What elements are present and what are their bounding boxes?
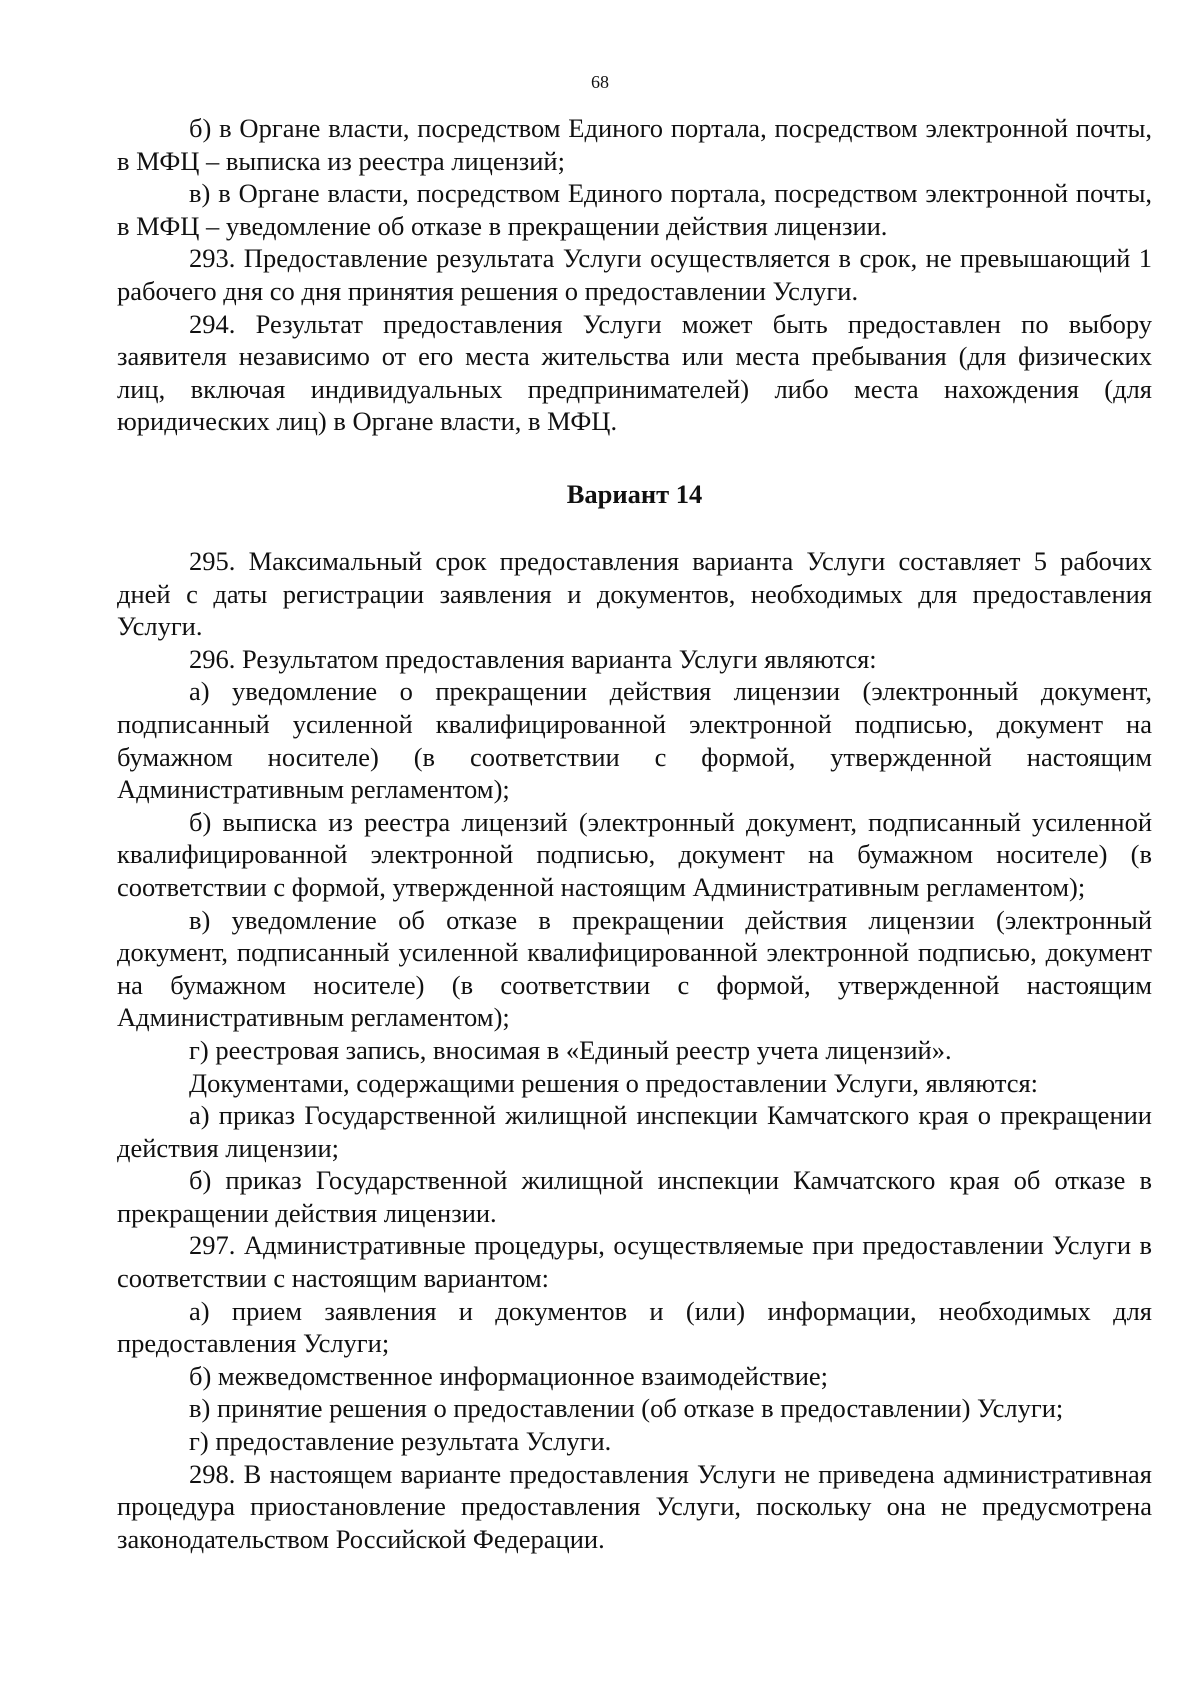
paragraph: г) реестровая запись, вносимая в «Единый реестр учета лицензий». [189,1034,952,1065]
paragraph: в) уведомление об отказе в прекращении действия лицензии (электронный документ, подписанный усиленной квалифицированной электронной подписью, документ на бумажном носителе) (в соответствии с формой, утвержденной настоящим Административным регламентом); [117,904,1152,1033]
section-after-heading [117,545,1152,1555]
paragraph: 296. Результатом предоставления варианта Услуги являются: [189,643,877,674]
paragraph: б) межведомственное информационное взаимодействие; [189,1360,829,1391]
paragraph: г) предоставление результата Услуги. [189,1426,612,1457]
paragraph: б) приказ Государственной жилищной инспекции Камчатского края об отказе в прекращении действия лицензии. [117,1165,1152,1228]
paragraph: 295. Максимальный срок предоставления варианта Услуги составляет 5 рабочих дней с даты регистрации заявления и документов, необходимых для предоставления Услуги. [117,546,1152,642]
variant-heading: Вариант 14 [566,479,703,509]
paragraph: 297. Административные процедуры, осуществляемые при предоставлении Услуги в соответствии с настоящим вариантом: [117,1230,1152,1294]
paragraph: а) приказ Государственной жилищной инспекции Камчатского края о прекращении действия лицензии; [117,1100,1152,1163]
paragraph: б) в Органе власти, посредством Единого портала, посредством электронной почты, в МФЦ – выписка из реестра лицензий; [117,113,1152,176]
paragraph: в) в Органе власти, посредством Единого портала, посредством электронной почты, в МФЦ – уведомление об отказе в прекращении действия лицензии. [117,178,1152,241]
section-before-heading [117,112,1152,438]
heading-block [117,478,1152,511]
page-number: 68 [591,72,609,92]
paragraph: 293. Предоставление результата Услуги осуществляется в срок, не превышающий 1 рабочего дня со дня принятия решения о предоставлении Услуги. [117,243,1152,306]
paragraph: а) прием заявления и документов и (или) информации, необходимых для предоставления Услуги; [117,1295,1152,1359]
paragraph: б) выписка из реестра лицензий (электронный документ, подписанный усиленной квалифицированной электронной подписью, документ на бумажном носителе) (в соответствии с формой, утвержденной настоящим Административным регламентом); [117,806,1152,902]
paragraph: Документами, содержащими решения о предоставлении Услуги, являются: [189,1067,1039,1098]
paragraph: в) принятие решения о предоставлении (об отказе в предоставлении) Услуги; [189,1393,1064,1424]
paragraph: 298. В настоящем варианте предоставления Услуги не приведена административная процедура приостановление предоставления Услуги, поскольку она не предусмотрена законодательством Российской Федерации. [117,1458,1152,1554]
paragraph: а) уведомление о прекращении действия лицензии (электронный документ, подписанный усиленной квалифицированной электронной подписью, документ на бумажном носителе) (в соответствии с формой, утвержденной настоящим Административным регламентом); [117,676,1152,805]
paragraph: 294. Результат предоставления Услуги может быть предоставлен по выбору заявителя независимо от его места жительства или места пребывания (для физических лиц, включая индивидуальных предпринимателей) либо места нахождения (для юридических лиц) в Органе власти, в МФЦ. [117,308,1152,437]
